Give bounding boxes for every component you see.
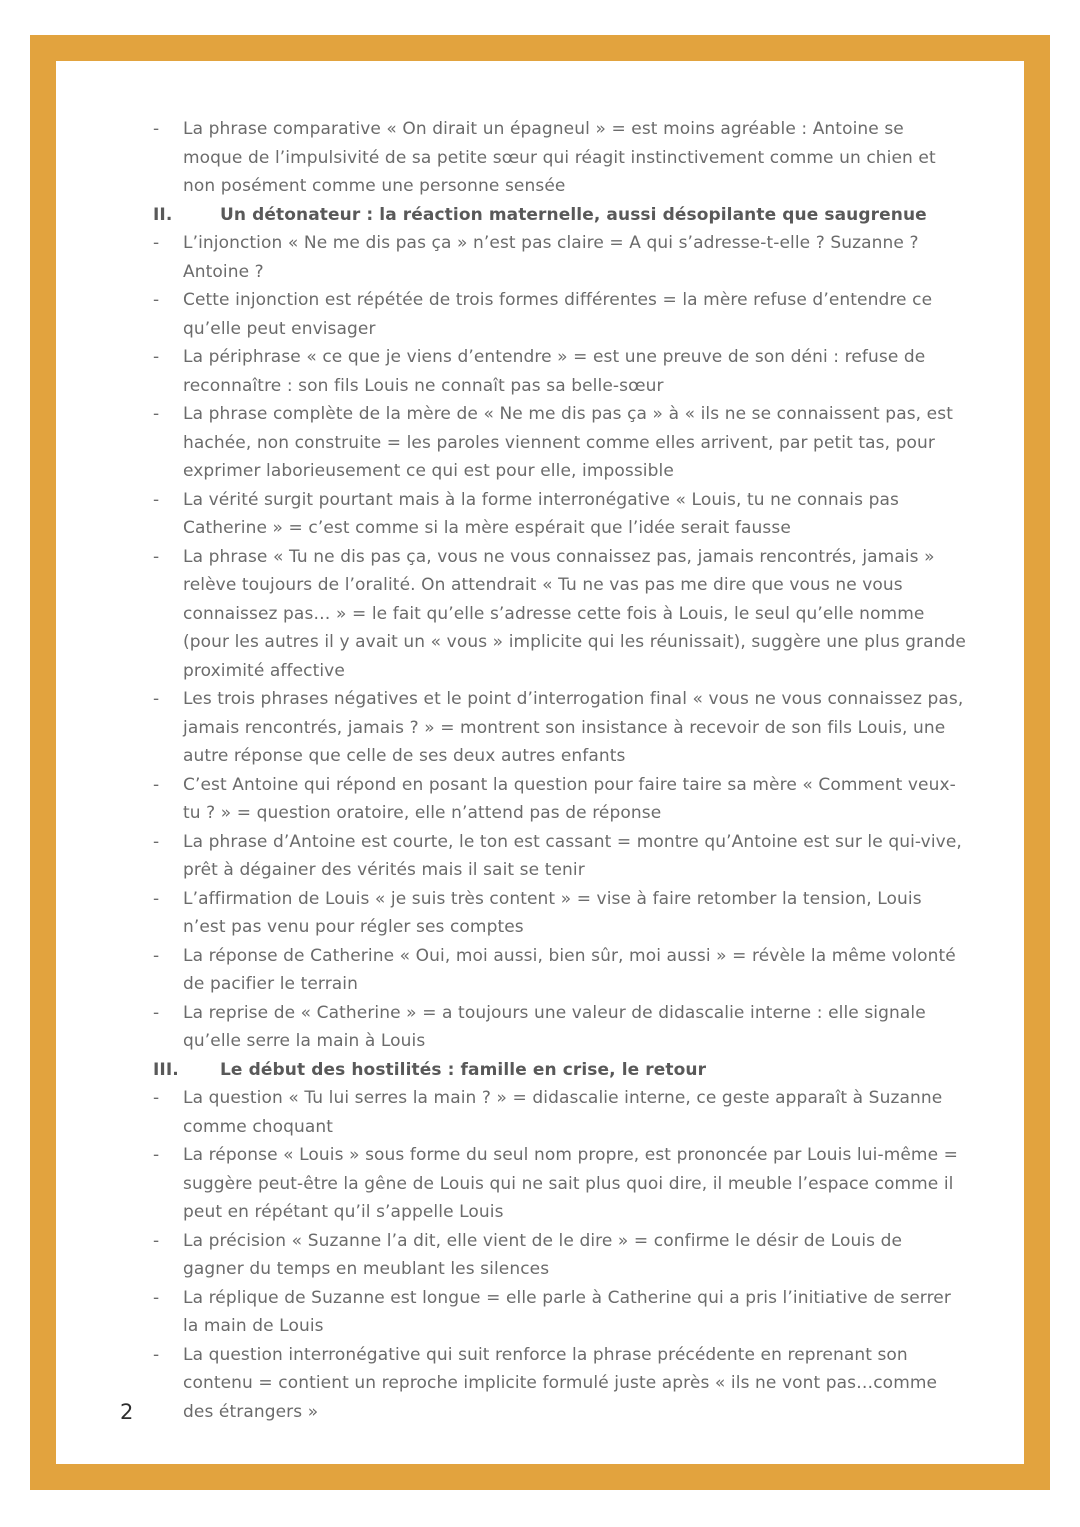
item-text: La précision « Suzanne l’a dit, elle vient de le dire » = confirme le désir de Louis de gagner du temps en meublant les silences	[183, 1230, 903, 1279]
item-text: La phrase d’Antoine est courte, le ton est cassant = montre qu’Antoine est sur le qui-vive, prêt à dégainer des vérités mais il sait se tenir	[183, 831, 962, 880]
item-text: La réplique de Suzanne est longue = elle parle à Catherine qui a pris l’initiative de serrer la main de Louis	[183, 1287, 951, 1336]
bullet-marker: -	[153, 1287, 160, 1308]
item-text: La question interronégative qui suit renforce la phrase précédente en reprenant son contenu = contient un reproche implicite formulé juste après « ils ne vont pas…comme des étrangers »	[183, 1344, 938, 1422]
list-item	[153, 400, 966, 486]
item-text: La phrase comparative « On dirait un épagneul » = est moins agréable : Antoine se moque de l’impulsivité de sa petite sœur qui réagit instinctivement comme un chien et non posément comme une personne sensée	[183, 119, 936, 196]
list-item	[153, 1284, 966, 1341]
item-text: La phrase complète de la mère de « Ne me dis pas ça » à « ils ne se connaissent pas, est hachée, non construite = les paroles viennent comme elles arrivent, par petit tas, pour exprimer laborieusement ce qui est pour elle, impossible	[183, 404, 953, 481]
bullet-marker: -	[153, 290, 160, 310]
item-text: La périphrase « ce que je viens d’entendre » = est une preuve de son déni : refuse de reconnaître : son fils Louis ne connaît pas sa belle-sœur	[183, 347, 926, 396]
list-item	[153, 942, 966, 999]
section-heading	[153, 1056, 966, 1085]
bullet-marker: -	[153, 347, 160, 367]
list-item	[153, 486, 966, 543]
item-text: Un détonateur : la réaction maternelle, aussi désopilante que saugrenue	[220, 204, 927, 225]
item-text: L’affirmation de Louis « je suis très content » = vise à faire retomber la tension, Louis n’est pas venu pour régler ses comptes	[183, 888, 922, 937]
bullet-marker: -	[153, 489, 160, 510]
list-item	[153, 115, 966, 201]
section-heading	[153, 201, 966, 230]
list-item	[153, 1227, 966, 1284]
items-list	[153, 115, 966, 1426]
bullet-marker: -	[153, 689, 160, 709]
section-numeral: III.	[153, 1059, 179, 1080]
list-item	[153, 543, 966, 686]
bullet-marker: -	[153, 1344, 160, 1365]
bullet-marker: -	[153, 1230, 160, 1251]
document-content	[56, 61, 1024, 1464]
item-text: C’est Antoine qui répond en posant la question pour faire taire sa mère « Comment veux-tu ? » = question oratoire, elle n’attend pas de réponse	[183, 774, 956, 823]
list-item	[153, 828, 966, 885]
bullet-marker: -	[153, 119, 160, 139]
bullet-marker: -	[153, 774, 160, 795]
page-border-frame	[30, 35, 1050, 1490]
item-text: La phrase « Tu ne dis pas ça, vous ne vous connaissez pas, jamais rencontrés, jamais » relève toujours de l’oralité. On attendrait « Tu ne vas pas me dire que vous ne vous connaissez pas… » = le fait qu’elle s’adresse cette fois à Louis, le seul qu’elle nomme (pour les autres il y avait un « vous » implicite qui les réunissait), suggère une plus grande proximité affective	[183, 546, 966, 681]
bullet-marker: -	[153, 945, 160, 966]
bullet-marker: -	[153, 1002, 160, 1023]
bullet-marker: -	[153, 546, 160, 567]
item-text: La réponse de Catherine « Oui, moi aussi, bien sûr, moi aussi » = révèle la même volonté de pacifier le terrain	[183, 945, 956, 994]
bullet-marker: -	[153, 888, 160, 909]
bullet-marker: -	[153, 404, 160, 424]
list-item	[153, 885, 966, 942]
bullet-marker: -	[153, 1088, 160, 1108]
list-item	[153, 1141, 966, 1227]
list-item	[153, 999, 966, 1056]
item-text: Le début des hostilités : famille en crise, le retour	[220, 1059, 707, 1080]
bullet-marker: -	[153, 233, 160, 253]
item-text: La réponse « Louis » sous forme du seul nom propre, est prononcée par Louis lui-même = suggère peut-être la gêne de Louis qui ne sait plus quoi dire, il meuble l’espace comme il peut en répétant qu’il s’appelle Louis	[183, 1145, 958, 1222]
item-text: Les trois phrases négatives et le point d’interrogation final « vous ne vous connaissez pas, jamais rencontrés, jamais ? » = montrent son insistance à recevoir de son fils Louis, une autre réponse que celle de ses deux autres enfants	[183, 689, 964, 766]
item-text: L’injonction « Ne me dis pas ça » n’est pas claire = A qui s’adresse-t-elle ? Suzanne ? Antoine ?	[183, 233, 919, 282]
list-item	[153, 1341, 966, 1427]
item-text: Cette injonction est répétée de trois formes différentes = la mère refuse d’entendre ce qu’elle peut envisager	[183, 290, 933, 339]
bullet-marker: -	[153, 1145, 160, 1165]
list-item	[153, 1084, 966, 1141]
item-text: La question « Tu lui serres la main ? » = didascalie interne, ce geste apparaît à Suzanne comme choquant	[183, 1088, 943, 1137]
item-text: La vérité surgit pourtant mais à la forme interronégative « Louis, tu ne connais pas Catherine » = c’est comme si la mère espérait que l’idée serait fausse	[183, 489, 899, 538]
bullet-marker: -	[153, 831, 160, 852]
item-text: La reprise de « Catherine » = a toujours une valeur de didascalie interne : elle signale qu’elle serre la main à Louis	[183, 1002, 926, 1051]
list-item	[153, 286, 966, 343]
list-item	[153, 685, 966, 771]
section-numeral: II.	[153, 204, 173, 225]
list-item	[153, 343, 966, 400]
list-item	[153, 771, 966, 828]
page-number: 2	[120, 1400, 134, 1424]
list-item	[153, 229, 966, 286]
